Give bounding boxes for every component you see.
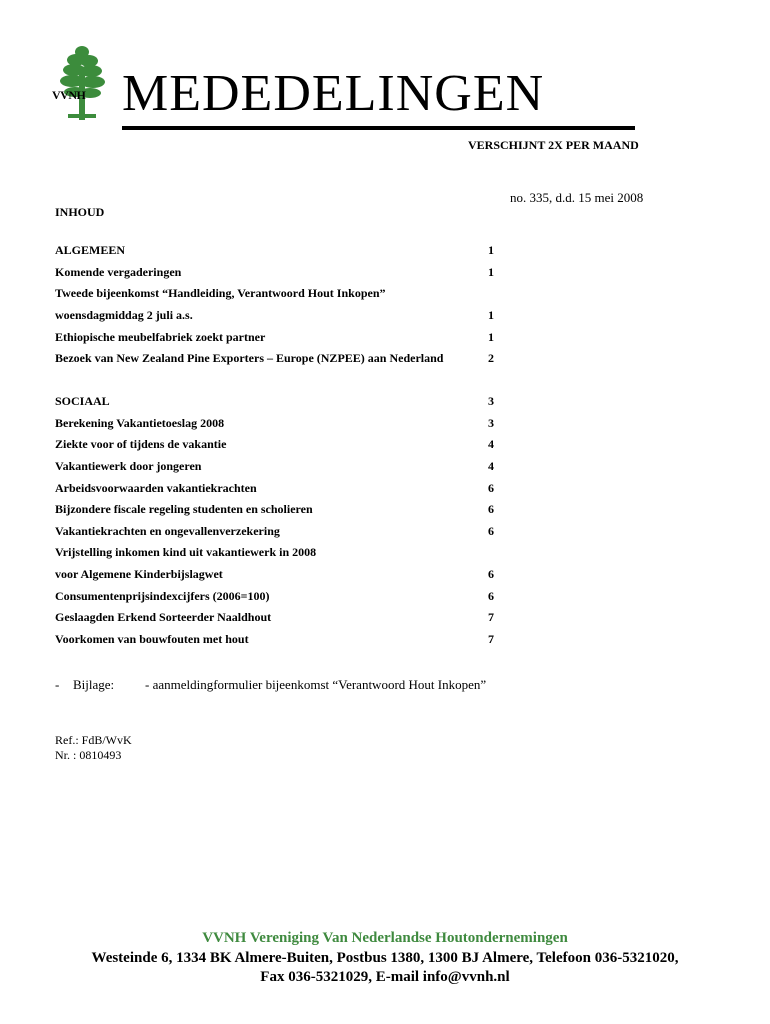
toc-row — [55, 394, 505, 410]
toc-row — [55, 459, 505, 475]
toc-row — [55, 308, 505, 324]
toc-row — [55, 437, 505, 453]
toc-page: 1 — [488, 265, 494, 279]
toc-page: 1 — [488, 308, 494, 322]
footer-address-line2: Fax 036-5321029, E-mail info@vvnh.nl — [260, 969, 510, 985]
page-title: MEDEDELINGEN — [122, 65, 545, 122]
toc-label: Consumentenprijsindexcijfers (2006=100) — [55, 589, 270, 603]
toc-page: 6 — [488, 567, 494, 581]
toc-label: Ethiopische meubelfabriek zoekt partner — [55, 330, 266, 344]
footer-address — [0, 949, 770, 987]
toc-label: Komende vergaderingen — [55, 265, 182, 279]
toc-row — [55, 524, 505, 540]
toc-row — [55, 330, 505, 346]
attachment-value: - aanmeldingformulier bijeenkomst “Verantwoord Hout Inkopen” — [145, 677, 487, 692]
toc-row — [55, 632, 505, 648]
toc-page: 7 — [488, 610, 494, 624]
toc-label: Voorkomen van bouwfouten met hout — [55, 632, 249, 646]
toc-page: 7 — [488, 632, 494, 646]
toc-label: voor Algemene Kinderbijslagwet — [55, 567, 223, 581]
reference-nr: Nr. : 0810493 — [55, 748, 122, 762]
toc-page: 1 — [488, 330, 494, 344]
toc-page: 4 — [488, 459, 494, 473]
toc-row — [55, 502, 505, 518]
tree-logo-icon — [52, 44, 112, 120]
toc-page: 4 — [488, 437, 494, 451]
toc-row — [55, 610, 505, 626]
toc-label: Tweede bijeenkomst “Handleiding, Verantwoord Hout Inkopen” — [55, 286, 386, 300]
toc-page: 2 — [488, 351, 494, 365]
toc-heading: INHOUD — [55, 205, 105, 219]
toc-label: SOCIAAL — [55, 394, 110, 408]
toc-page: 6 — [488, 524, 494, 538]
toc-row — [55, 589, 505, 605]
toc-label: Vakantiekrachten en ongevallenverzekering — [55, 524, 280, 538]
toc-label: Bijzondere fiscale regeling studenten en scholieren — [55, 502, 313, 516]
footer-organization: VVNH Vereniging Van Nederlandse Houtondernemingen — [202, 930, 568, 946]
toc-row — [55, 265, 505, 281]
toc-label: woensdagmiddag 2 juli a.s. — [55, 308, 193, 322]
toc-label: Geslaagden Erkend Sorteerder Naaldhout — [55, 610, 272, 624]
toc-label: ALGEMEEN — [55, 243, 126, 257]
reference-ref: Ref.: FdB/WvK — [55, 733, 132, 747]
toc-page: 1 — [488, 243, 494, 257]
toc-label: Ziekte voor of tijdens de vakantie — [55, 437, 227, 451]
issue-info: no. 335, d.d. 15 mei 2008 — [510, 190, 644, 205]
reference-block — [55, 733, 132, 763]
toc-row — [55, 286, 505, 302]
logo-text: VVNH — [52, 88, 86, 102]
toc-row — [55, 567, 505, 583]
toc-label: Vrijstelling inkomen kind uit vakantiewerk in 2008 — [55, 545, 317, 559]
attachment-label: Bijlage: — [73, 677, 115, 692]
toc-page: 3 — [488, 394, 494, 408]
toc-label: Vakantiewerk door jongeren — [55, 459, 202, 473]
attachment-dash: - — [55, 677, 60, 692]
title-rule — [122, 126, 635, 130]
toc-page: 6 — [488, 481, 494, 495]
toc-row — [55, 243, 505, 259]
toc-page: 3 — [488, 416, 494, 430]
toc-label: Berekening Vakantietoeslag 2008 — [55, 416, 225, 430]
subtitle: VERSCHIJNT 2X PER MAAND — [468, 138, 639, 152]
footer-address-line1: Westeinde 6, 1334 BK Almere-Buiten, Postbus 1380, 1300 BJ Almere, Telefoon 036-5321020, — [91, 950, 679, 966]
toc-page: 6 — [488, 589, 494, 603]
toc-row — [55, 351, 505, 367]
toc-row — [55, 545, 505, 561]
toc-label: Arbeidsvoorwaarden vakantiekrachten — [55, 481, 257, 495]
toc-label: Bezoek van New Zealand Pine Exporters – Europe (NZPEE) aan Nederland — [55, 351, 444, 365]
toc-row — [55, 416, 505, 432]
toc-page: 6 — [488, 502, 494, 516]
toc-row — [55, 481, 505, 497]
